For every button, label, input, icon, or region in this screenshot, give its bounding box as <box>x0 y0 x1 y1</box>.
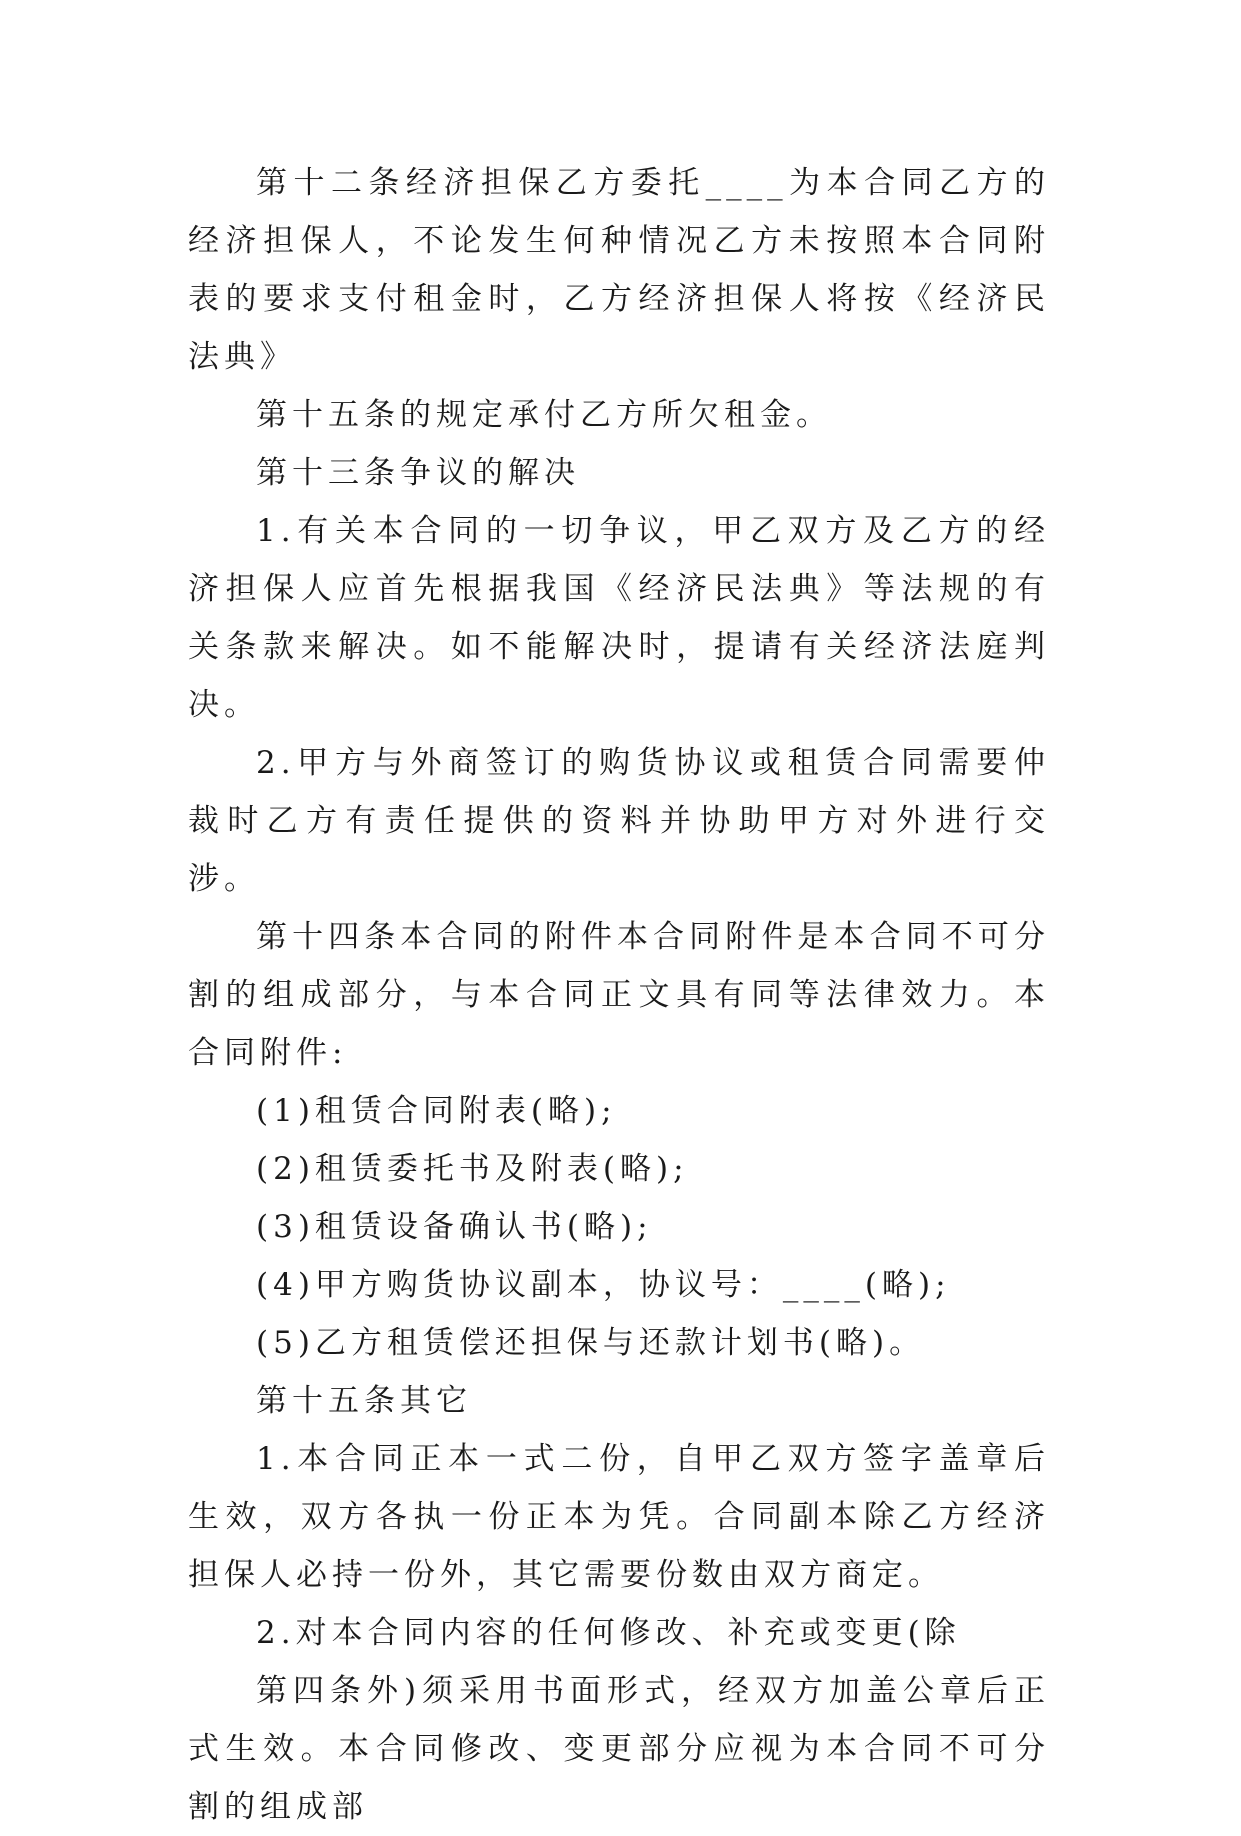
paragraph-attachments: 第十四条本合同的附件本合同附件是本合同不可分割的组成部分，与本合同正文具有同等法律效力。本合同附件: <box>188 919 1050 1071</box>
list-item-attachment-5: (5)乙方租赁偿还担保与还款计划书(略)。 <box>256 1325 926 1361</box>
paragraph-dispute-heading: 第十三条争议的解决 <box>256 455 580 491</box>
paragraph-guarantee: 第十二条经济担保乙方委托____为本合同乙方的经济担保人，不论发生何种情况乙方未按照本合同附表的要求支付租金时，乙方经济担保人将按《经济民法典》 <box>188 165 1050 375</box>
list-item-attachment-3: (3)租赁设备确认书(略); <box>256 1209 653 1245</box>
document-body <box>188 154 1050 1836</box>
paragraph-guarantee-cont: 第十五条的规定承付乙方所欠租金。 <box>256 397 832 433</box>
list-item-attachment-2: (2)租赁委托书及附表(略); <box>256 1151 689 1187</box>
paragraph-other-1: 1.本合同正本一式二份，自甲乙双方签字盖章后生效，双方各执一份正本为凭。合同副本除乙方经济担保人必持一份外，其它需要份数由双方商定。 <box>188 1441 1050 1593</box>
list-item-attachment-4: (4)甲方购货协议副本，协议号：____(略); <box>256 1267 951 1303</box>
paragraph-dispute-1: 1.有关本合同的一切争议，甲乙双方及乙方的经济担保人应首先根据我国《经济民法典》等法规的有关条款来解决。如不能解决时，提请有关经济法庭判决。 <box>188 513 1050 723</box>
paragraph-other-heading: 第十五条其它 <box>256 1383 472 1419</box>
paragraph-dispute-2: 2.甲方与外商签订的购货协议或租赁合同需要仲裁时乙方有责任提供的资料并协助甲方对外进行交涉。 <box>188 745 1050 897</box>
paragraph-other-2-cont: 第四条外)须采用书面形式，经双方加盖公章后正式生效。本合同修改、变更部分应视为本合同不可分割的组成部 <box>188 1673 1050 1825</box>
paragraph-other-2: 2.对本合同内容的任何修改、补充或变更(除 <box>256 1615 961 1651</box>
list-item-attachment-1: (1)租赁合同附表(略); <box>256 1093 617 1129</box>
